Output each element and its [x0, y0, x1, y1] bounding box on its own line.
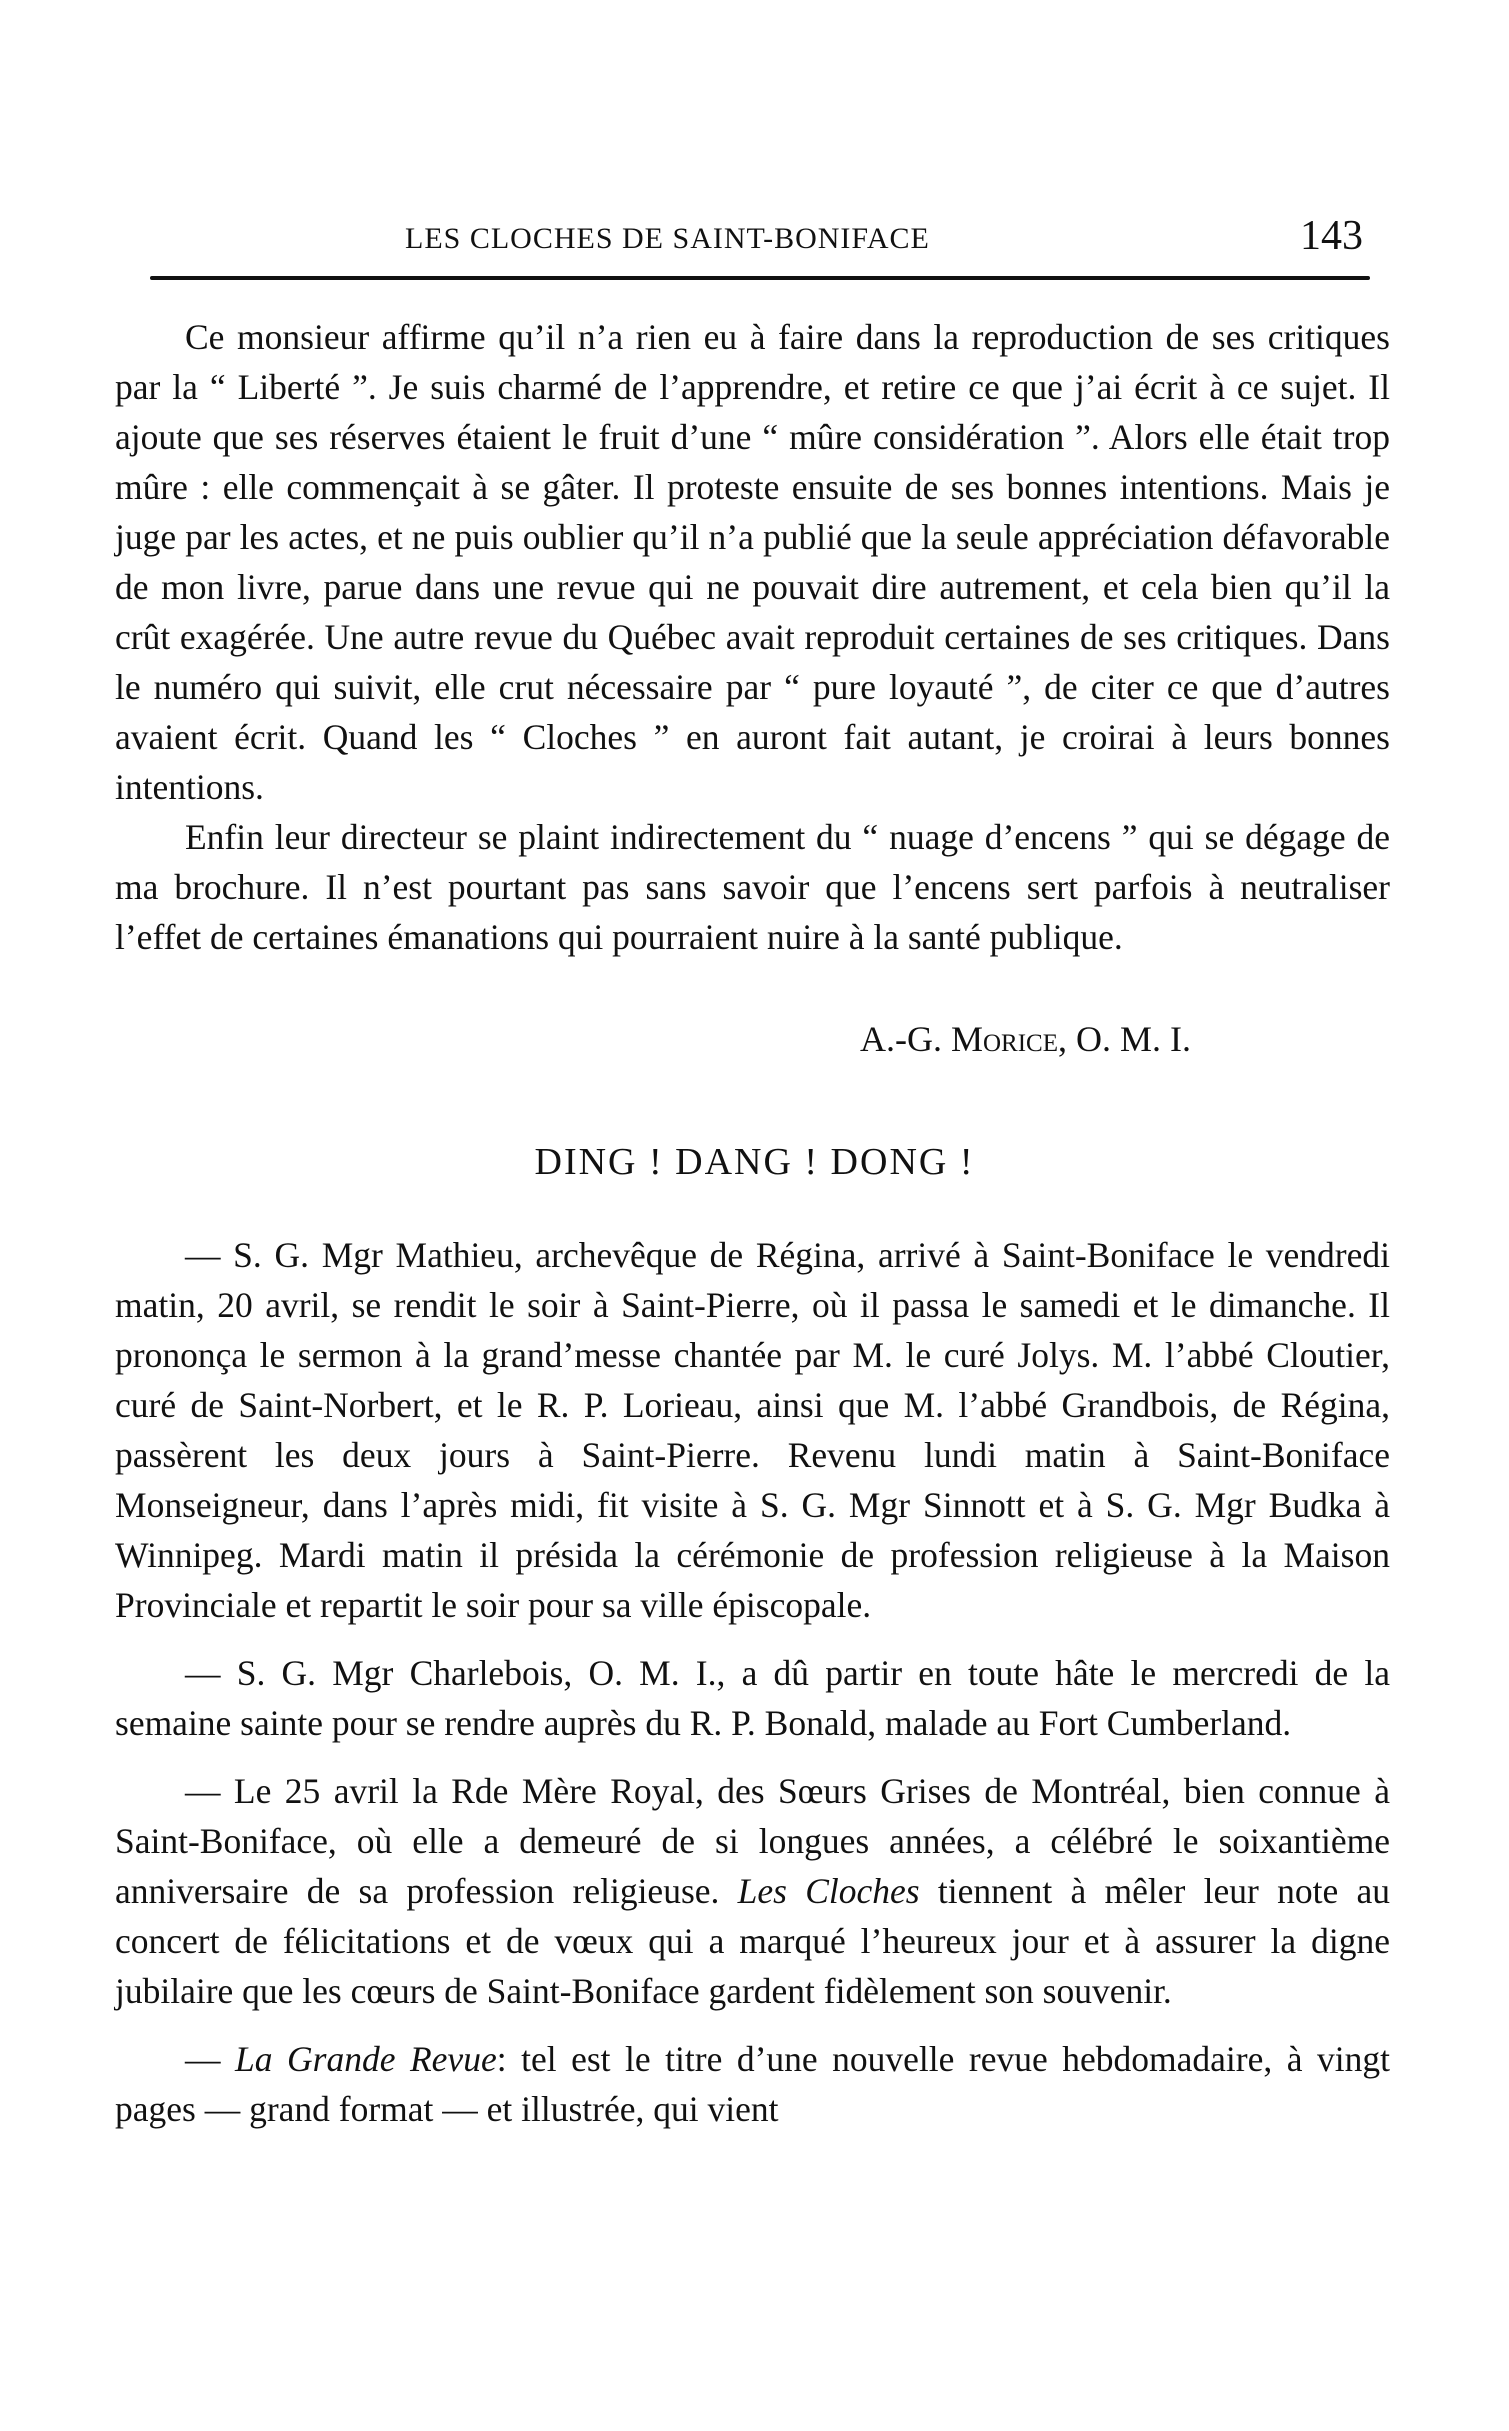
section-title: DING ! DANG ! DONG ! [534, 1141, 975, 1183]
news-item-4-italic: La Grande Revue [235, 2039, 497, 2079]
news-column [115, 1230, 1390, 2152]
page-number: 143 [1300, 213, 1363, 259]
letter-paragraph-2: Enfin leur directeur se plaint indirectement du “ nuage d’encens ” qui se dégage de ma brochure. Il n’est pourtant pas sans savoir que l’encens sert parfois à neutraliser l’effet de certaines émanations qui pourraient nuire à la santé publique. [115, 817, 1390, 957]
news-item-3-text-b: tiennent à mêler leur note au concert de félicitations et de vœux qui a marqué l’heureux jour et à assurer la digne jubilaire que les cœurs de Saint-Boniface gardent fidèlement son souvenir. [115, 1871, 1391, 2011]
letter-paragraph-1: Ce monsieur affirme qu’il n’a rien eu à faire dans la reproduction de ses critiques par la “ Liberté ”. Je suis charmé de l’apprendre, et retire ce que j’ai écrit à ce sujet. Il ajoute que ses réserves étaient le fruit d’une “ mûre considération ”. Alors elle était trop mûre : elle commençait à se gâter. Il proteste ensuite de ses bonnes intentions. Mais je juge par les actes, et ne puis oublier qu’il n’a publié que la seule appréciation défavorable de mon livre, parue dans une revue qui ne pouvait dire autrement, et cela bien qu’il la crût exagérée. Une autre revue du Québec avait reproduit certaines de ses critiques. Dans le numéro qui suivit, elle crut nécessaire par “ pure loyauté ”, de citer ce que d’autres avaient écrit. Quand les “ Cloches ” en auront fait autant, je croirai à leurs bonnes intentions. [115, 317, 1390, 807]
signature-name: A.-G. Morice [860, 1019, 1058, 1059]
header-rule [150, 276, 1370, 280]
news-item-3 [115, 1766, 1390, 2016]
signature [860, 1018, 1191, 1060]
news-item-3-italic: Les Cloches [737, 1871, 920, 1911]
news-item-4 [115, 2034, 1390, 2134]
running-title: LES CLOCHES DE SAINT-BONIFACE [405, 222, 930, 255]
news-item-3-text-a: — Le 25 avril la Rde Mère Royal, des Sœurs Grises de Montréal, bien connue à Saint-Boniface, où elle a demeuré de si longues années, a célébré le soixantième anniversaire de sa profession religieuse. [115, 1771, 1390, 1911]
news-item-2: — S. G. Mgr Charlebois, O. M. I., a dû partir en toute hâte le mercredi de la semaine sainte pour se rendre auprès du R. P. Bonald, malade au Fort Cumberland. [115, 1653, 1390, 1743]
news-item-4-text: : tel est le titre d’une nouvelle revue hebdomadaire, à vingt pages — grand format — et illustrée, qui vient [115, 2039, 1390, 2129]
news-item-4-dash: — [185, 2039, 236, 2079]
letter-body [115, 312, 1390, 962]
signature-suffix: , O. M. I. [1058, 1019, 1191, 1059]
news-item-1: — S. G. Mgr Mathieu, archevêque de Régina, arrivé à Saint-Boniface le vendredi matin, 20 avril, se rendit le soir à Saint-Pierre, où il passa le samedi et le dimanche. Il prononça le sermon à la grand’messe chantée par M. le curé Jolys. M. l’abbé Cloutier, curé de Saint-Norbert, et le R. P. Lorieau, ainsi que M. l’abbé Grandbois, de Régina, passèrent les deux jours à Saint-Pierre. Revenu lundi matin à Saint-Boniface Monseigneur, dans l’après midi, fit visite à S. G. Mgr Sinnott et à S. G. Mgr Budka à Winnipeg. Mardi matin il présida la cérémonie de profession religieuse à la Maison Provinciale et repartit le soir pour sa ville épiscopale. [115, 1235, 1390, 1625]
